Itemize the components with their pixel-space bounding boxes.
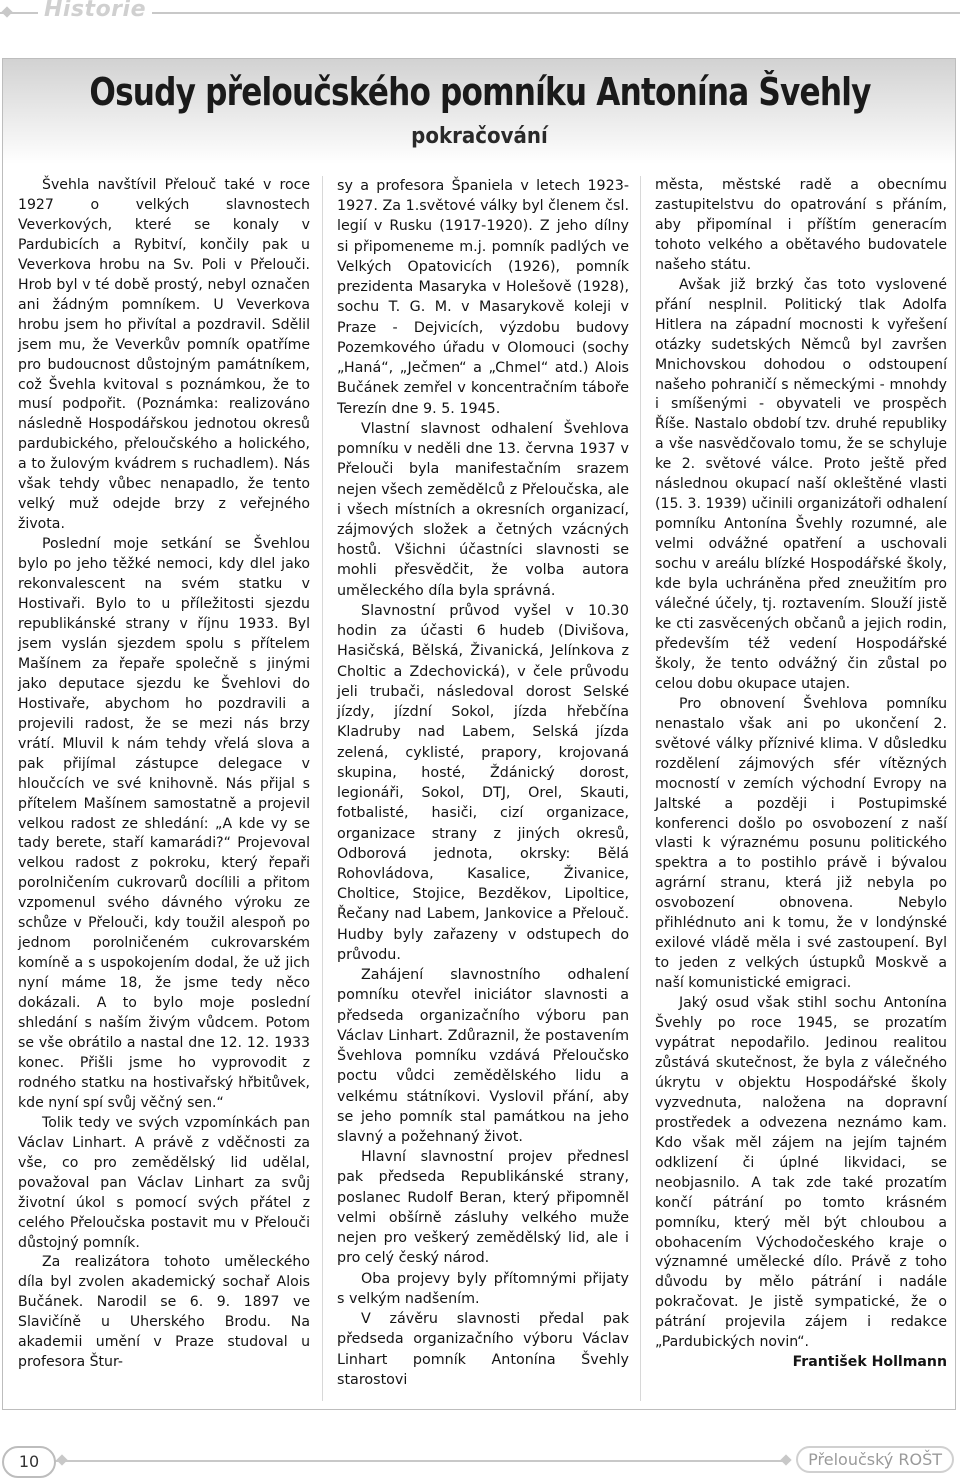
paragraph: Švehla navštívil Přelouč také v roce 1927 o velkých slavnostech Veverkových, které se konaly v Pardubicích a Rybitví, končily pak u Veverkova hrobu na Sv. Poli v Přelouči. Hrob byl v té době prostý, nebyl označen ani žádným pomníkem. U Veverkova hrobu jsem ho přivítal a pozdravil. Sdělil jsem mu, že Veverkův pomník opatříme pro budoucnost důstojným památníkem, což Švehla kvitoval s poznámkou, že to musí podpořit. (Poznámka: realizováno následně Hospodářskou jednotou okresů pardubického, přeloučského a holického, a to žulovým kvádrem s ruchadlem). Nás však tehdy vůbec nenapadlo, že tento velký muž odejde brzy z veřejného života. — [18, 177, 310, 533]
column-divider — [640, 176, 641, 1401]
article-author: František Hollmann — [792, 1354, 947, 1371]
paragraph: V závěru slavnosti předal pak předseda organizačního výboru Václav Linhart pomník Antonína Švehly starostovi — [337, 1311, 629, 1388]
footer-diamond-icon — [56, 1454, 67, 1465]
paragraph: města, městské radě a obecnímu zastupitelstvu do opatrování s přáním, aby připomínal i příštím generacím tohoto velkého a obětavého budovatele našeho státu. — [655, 177, 947, 273]
paragraph: Zahájení slavnostního odhalení pomníku otevřel iniciátor slavnosti a předseda organizačního výboru pan Václav Linhart. Zdůraznil, že postavením Švehlova pomníku vzdává Přeloučsko poctu vůdci zemědělského lidu a velkému státníkovi. Vyslovil přání, aby se jeho pomník stal památkou na jeho slavný a požehnaný život. — [337, 967, 629, 1146]
section-label: Historie — [38, 0, 152, 22]
article-column-1 — [18, 176, 310, 1373]
footer-rule — [54, 1460, 790, 1462]
header-diamond-icon — [1, 6, 12, 17]
publication-name: Přeloučský ROŠT — [796, 1446, 954, 1473]
paragraph: Avšak již brzký čas toto vyslovené přání nesplnil. Politický tlak Adolfa Hitlera na západní mocnosti k vyřešení otázky sudetských Němců byl završen Mnichovskou dohodou o odstoupení našeho pohraničí s německými - mnohdy i smíšenými - obyvateli ve prospěch Říše. Nastalo období tzv. druhé republiky a vše nasvědčovalo tomu, že se schyluje ke 2. světové válce. Proto ještě před následnou okupací naší okleštěné vlasti (15. 3. 1939) učinili organizátoři odhalení pomníku Antonína Švehly rozumné, ale velmi odvážné opatření a uschovali sochu v areálu blízké Hospodářské školy, kde byla uchráněna před zneužitím pro válečné účely, tj. roztavením. Slouží jistě ke cti zasvěcených občanů a jejich rodin, především též vedení Hospodářské školy, že tento odvážný čin zůstal po celou dobu okupace utajen. — [655, 276, 947, 692]
article-column-2 — [337, 176, 629, 1390]
paragraph: Jaký osud však stihl sochu Antonína Švehly po roce 1945, se prozatím vypátrat nepodařilo. Jedinou realitou zůstává skutečnost, že byla z válečného úkrytu v objektu Hospodářské školy vyzvednuta, naložena na dopravní prostředek a odvezena neznámo kam. Kdo však měl zájem na jejím tajném odklizení či úplné likvidaci, se neobjasnilo. A tak zde také prozatím končí pátrání po tomto krásném pomníku, který měl být chloubou a obohacením Východočeského kraje o významné umělecké dílo. Právě z toho důvodu by mělo pátrání i nadále pokračovat. Je jistě sympatické, že o pátrání projevila zájem i redakce „Pardubických novin“. — [655, 995, 947, 1351]
column-divider — [322, 176, 323, 1401]
page-number: 10 — [2, 1446, 56, 1478]
paragraph: Za realizátora tohoto uměleckého díla byl zvolen akademický sochař Alois Bučánek. Narodil se 6. 9. 1897 ve Slavičíně u Uherského Brodu. Na akademii umění v Praze studoval u profesora Štur- — [18, 1254, 310, 1371]
paragraph: sy a profesora Španiela v letech 1923-1927. Za 1.světové války byl členem čsl. legií v Rusku (1917-1920). Z jeho dílny si připomeneme m.j. pomník padlých ve Velkých Opatovicích (1926), pomník prezidenta Masaryka v Holešově (1928), sochu T. G. M. v Masarykově koleji v Praze - Dejvicích, výzdobu budovy Pozemkového úřadu v Olomouci (sochy „Haná“, „Ječmen“ a „Chmel“ atd.) Alois Bučánek zemřel v koncentračním táboře Terezín dne 9. 5. 1945. — [337, 178, 629, 417]
paragraph: Vlastní slavnost odhalení Švehlova pomníku v neděli dne 13. června 1937 v Přelouči byla manifestačním srazem nejen všech zemědělců z Přeloučska, ale i všech místních a okresních organizací, zájmových složek a četných vzácných hostů. Všichni účastníci slavnosti se mohli přesvědčit, že volba autora uměleckého díla byla správná. — [337, 420, 630, 599]
article-subtitle: pokračování — [411, 124, 548, 149]
article-column-3 — [655, 176, 947, 1373]
paragraph: Pro obnovení Švehlova pomníku nenastalo však ani po ukončení 2. světové války příznivé klima. V důsledku rozdělení zájmových sfér vítězných mocností v zemích východní Evropy na Jaltské a později i Postupimské konferenci došlo po osvobození z naší vlasti k výraznému posunu politického spektra a to postihlo právě i bývalou agrární stranu, která již nebyla po osvobození obnovena. Nebylo přihlédnuto ani k tomu, že v londýnské exilové vládě měla i své zastoupení. Byl to jeden z velkých ústupků Moskvě a naší komunistické emigraci. — [655, 695, 947, 992]
footer-diamond-icon — [780, 1454, 791, 1465]
paragraph: Slavnostní průvod vyšel v 10.30 hodin za účasti 6 hudeb (Divišova, Hasičská, Bělská, Živanická, Jelínkova z Choltic a Zdechovická), v čele průvodu jeli trubači, následoval dorost Selské jízdy, jízdní Sokol, jízda hřebčína Kladruby nad Labem, Selská jízda zelená, cyklisté, prapory, krojovaná skupina, hosté, Ždánický dorost, legionáři, Sokol, DTJ, Orel, Skauti, fotbalisté, hasiči, cizí organizace, organizace strany z jiných okresů, Odborová jednota, okrsky: Bělá Rohovládova, Kasalice, Živanice, Choltice, Stojice, Bezděkov, Lipoltice, Řečany nad Labem, Jankovice a Přelouč. Hudby byly zařazeny v odstupech do průvodu. — [337, 602, 629, 963]
paragraph: Tolik tedy ve svých vzpomínkách pan Václav Linhart. A právě z vděčnosti za vše, co pro zemědělský lid udělal, považoval pan Václav Linhart za svůj životní úkol s pomocí svých přátel z celého Přeloučska postavit mu v Přelouči důstojný pomník. — [18, 1114, 310, 1251]
paragraph: Oba projevy byly přítomnými přijaty s velkým nadšením. — [337, 1270, 629, 1307]
paragraph: Hlavní slavnostní projev přednesl pak předseda Republikánské strany, poslanec Rudolf Beran, který připomněl velmi obšírně zásluhy velkého muže nejen pro veškerý zemědělský lid, ale i pro celý český národ. — [337, 1149, 629, 1267]
article-title: Osudy přeloučského pomníku Antonína Švehly — [89, 70, 871, 114]
paragraph: Poslední moje setkání se Švehlou bylo po jeho těžké nemoci, kdy dlel jako rekonvalescent na svém statku v Hostivaři. Bylo to u příležitosti sjezdu republikánské strany v říjnu 1933. Byl jsem vyslán sjezdem spolu s přítelem Mašínem za řepaře společně s jinými jako deputace sjezdu ke Švehlovi do Hostivaře, abychom ho pozdravili a projevili radost, že se mezi nás brzy vrátí. Mluvil k nám tehdy vřelá slova a pak přijímal zástupce delegace v hloučcích ve své knihovně. Nás přijal s přítelem Mašínem samostatně a projevil velkou radost ze shledání: „A kde vy se tady berete, staří kamarádi?“ Projevoval velkou radost z pokroku, který řepaři porolničením cukrovarů docílili a přitom vzpomenul svého dávného výroku ze schůze v Přelouči, kdy toužil alespoň po jednom porolničeném cukrovarském komíně a s uspokojením dodal, že už jich nyní máme 18, že jsme tedy něco dokázali. A to bylo moje poslední shledání s naším živým vůdcem. Potom se vše obrátilo a nastal dne 12. 12. 1933 konec. Přišli jsme ho vyprovodit z rodného statku na hostivařský hřbitůvek, kde nyní spí svůj věčný sen.“ — [18, 536, 310, 1111]
